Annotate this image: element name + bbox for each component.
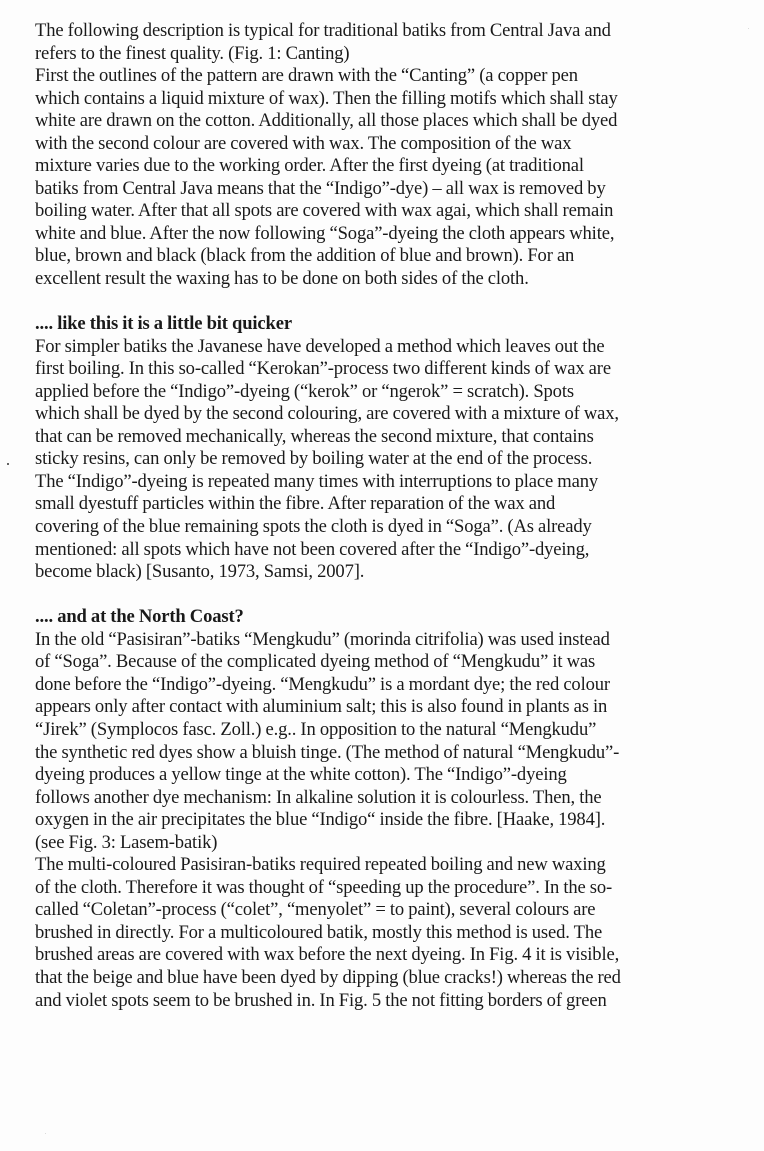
text-line: The following description is typical for traditional batiks from Central Java and <box>35 20 611 41</box>
scan-speck <box>45 1133 46 1134</box>
text-line: of the cloth. Therefore it was thought of “speeding up the procedure”. In the so- <box>35 876 613 898</box>
text-line: done before the “Indigo”-dyeing. “Mengkudu” is a mordant dye; the red colour <box>35 673 610 695</box>
text-line: excellent result the waxing has to be done on both sides of the cloth. <box>35 268 529 290</box>
text-line: boiling water. After that all spots are covered with wax agai, which shall remain <box>35 200 614 222</box>
text-line: oxygen in the air precipitates the blue “Indigo“ inside the fibre. [Haake, 1984]. <box>35 809 606 831</box>
text-line: white and blue. After the now following “Soga”-dyeing the cloth appears white, <box>35 222 615 244</box>
document-page <box>35 20 747 1012</box>
text-line: with the second colour are covered with wax. The composition of the wax <box>35 132 572 154</box>
text-line: mixture varies due to the working order. After the first dyeing (at traditional <box>35 155 584 177</box>
text-line: batiks from Central Java means that the “Indigo”-dye) – all wax is removed by <box>35 177 606 199</box>
text-line: In the old “Pasisiran”-batiks “Mengkudu” (morinda citrifolia) was used instead <box>35 628 610 650</box>
scan-artifact-dot <box>7 463 9 465</box>
text-line: small dyestuff particles within the fibre. After reparation of the wax and <box>35 493 556 515</box>
text-line: sticky resins, can only be removed by boiling water at the end of the process. <box>35 448 593 470</box>
text-line: “Jirek” (Symplocos fasc. Zoll.) e.g.. In opposition to the natural “Mengkudu” <box>35 718 597 740</box>
section-heading: .... and at the North Coast? <box>35 606 244 628</box>
text-line: mentioned: all spots which have not been covered after the “Indigo”-dyeing, <box>35 538 590 560</box>
text-line: covering of the blue remaining spots the cloth is dyed in “Soga”. (As already <box>35 516 592 538</box>
text-line: of “Soga”. Because of the complicated dyeing method of “Mengkudu” it was <box>35 651 596 673</box>
text-line: brushed in directly. For a multicoloured batik, mostly this method is used. The <box>35 921 603 943</box>
text-line: For simpler batiks the Javanese have developed a method which leaves out the <box>35 335 605 357</box>
text-line: the synthetic red dyes show a bluish tinge. (The method of natural “Mengkudu”- <box>35 741 620 763</box>
text-line: follows another dye mechanism: In alkaline solution it is colourless. Then, the <box>35 786 602 808</box>
text-line: and violet spots seem to be brushed in. In Fig. 5 the not fitting borders of green <box>35 989 607 1011</box>
text-line: white are drawn on the cotton. Additionally, all those places which shall be dyed <box>35 110 618 132</box>
text-line: dyeing produces a yellow tinge at the white cotton). The “Indigo”-dyeing <box>35 764 567 786</box>
text-line: The multi-coloured Pasisiran-batiks required repeated boiling and new waxing <box>35 854 606 876</box>
text-line: The “Indigo”-dyeing is repeated many times with interruptions to place many <box>35 470 599 492</box>
text-line: which shall be dyed by the second colouring, are covered with a mixture of wax, <box>35 403 619 425</box>
text-line: called “Coletan”-process (“colet”, “menyolet” = to paint), several colours are <box>35 899 596 921</box>
text-line: applied before the “Indigo”-dyeing (“kerok” or “ngerok” = scratch). Spots <box>35 380 574 402</box>
section-north-coast <box>35 606 747 1012</box>
text-line: become black) [Susanto, 1973, Samsi, 2007]. <box>35 561 365 583</box>
scan-speck <box>748 28 749 29</box>
text-line: that can be removed mechanically, whereas the second mixture, that contains <box>35 425 594 447</box>
text-line: brushed areas are covered with wax before the next dyeing. In Fig. 4 it is visible, <box>35 944 620 966</box>
text-line: appears only after contact with aluminium salt; this is also found in plants as in <box>35 696 608 718</box>
paragraph-gap <box>35 584 747 607</box>
text-line: (see Fig. 3: Lasem-batik) <box>35 831 218 853</box>
text-line: blue, brown and black (black from the addition of blue and brown). For an <box>35 245 575 267</box>
section-quicker <box>35 313 747 584</box>
text-line: First the outlines of the pattern are drawn with the “Canting” (a copper pen <box>35 65 578 87</box>
text-line: that the beige and blue have been dyed by dipping (blue cracks!) whereas the red <box>35 966 621 988</box>
text-line: first boiling. In this so-called “Kerokan”-process two different kinds of wax are <box>35 358 611 380</box>
text-line: which contains a liquid mixture of wax). Then the filling motifs which shall stay <box>35 87 618 109</box>
paragraph-gap <box>35 291 747 314</box>
intro-paragraph <box>35 20 747 291</box>
text-line: refers to the finest quality. (Fig. 1: Canting) <box>35 42 350 64</box>
section-heading: .... like this it is a little bit quicker <box>35 313 292 335</box>
